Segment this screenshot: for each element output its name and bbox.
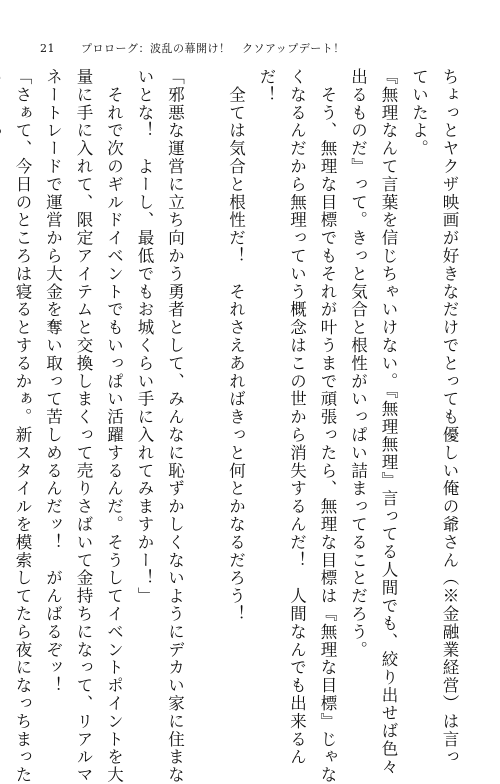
running-title: プロローグ：波乱の幕開け！ クソアップデート！ xyxy=(81,42,345,55)
text-line: 出るものだ』って。きっと気合と根性がいっぱい詰まってることだろう。 xyxy=(348,68,368,659)
text-line: ちょっとヤクザ映画が好きなだけでとっても優しい俺の爺さん（※金融業経営）は言っ xyxy=(440,68,459,767)
text-line: ネートレードで運営から大金を奪い取って苦しめるんだッ！ がんばるぞッ！ xyxy=(43,68,63,695)
text-line: それで次のギルドイベントでもいっぱい活躍するんだ。そうしてイベントポイントを大 xyxy=(104,68,124,784)
text-line: だ！ xyxy=(257,68,276,104)
text-line: 『無理なんて言葉を信じちゃいけない。『無理無理』言ってる人間でも、絞り出せば色々 xyxy=(379,68,398,776)
text-line: 「さぁて、今日のところは寝るとするかぁ。新スタイルを模索してたら夜になっちまった xyxy=(13,68,32,784)
text-line: そう、無理な目標でもそれが叶うまで頑張ったら、無理な目標は『無理な目標』じゃな xyxy=(318,68,337,784)
page-header xyxy=(40,40,345,56)
text-line: ていたよ。 xyxy=(409,68,429,158)
text-line: 全ては気合と根性だ！ それさえあればきっと何とかなるだろう！ xyxy=(226,68,246,623)
text-line: くなるんだから無理っていう概念はこの世から消失するんだ！ 人間なんでも出来るん xyxy=(287,68,307,767)
body-text xyxy=(13,68,464,784)
paragraph-gap xyxy=(190,68,221,668)
text-line: 「邪悪な運営に立ち向かう勇者として、みんなに恥ずかしくないようにデカい家に住まな xyxy=(165,68,185,784)
page-number: 21 xyxy=(40,42,55,55)
text-line: 量に手に入れて、限定アイテムと交換しまくって売りさばいて金持ちになって、リアルマ xyxy=(74,68,93,784)
text-line xyxy=(0,68,7,668)
text-line: いとな！ よーし、最低でもお城くらい手に入れてみますかー！」 xyxy=(135,68,154,605)
